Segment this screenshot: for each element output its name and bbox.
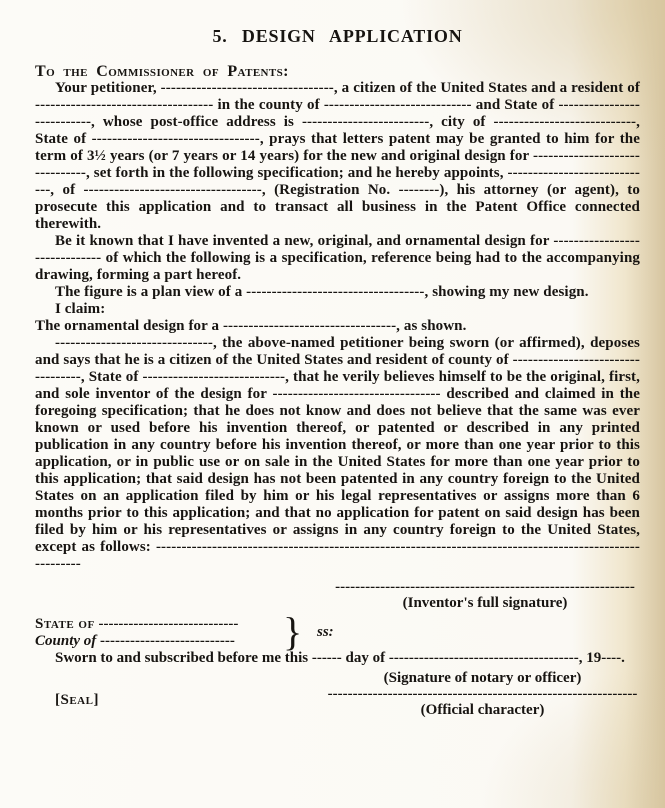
paragraph-petition: Your petitioner, ----------------------------------, a citizen of the United States and a resident of ----------------------------------- in the county of ----------------------------- and State of ---------------------------, whose post-office address is -------------------------, city of ----------------------------, State of ---------------------------------, prays that letters patent may be granted to him for the term of 3½ years (or 7 years or 14 years) for the new and original design for -------------------------------, set forth in the following specification; and he hereby appoints, -----------------------------, of -----------------------------------, (Registration No. --------), his attorney (or agent), to prosecute this application and to transact all business in the Patent Office connected therewith. <box>35 80 640 232</box>
ss-label: ss: <box>317 624 334 640</box>
state-of-line <box>35 616 640 633</box>
county-of-line <box>35 633 640 650</box>
paragraph-claim-intro: I claim: <box>55 301 106 317</box>
inventor-signature-line: ------------------------------------------------------------ <box>335 579 635 595</box>
official-character-line: -------------------------------------------------------------- <box>327 686 638 702</box>
seal-label: [Seal] <box>55 692 99 708</box>
county-of-blank: --------------------------- <box>100 633 235 649</box>
inventor-signature-block <box>330 579 640 611</box>
venue-block <box>35 609 640 654</box>
official-character-label: (Official character) <box>420 702 545 718</box>
county-of-label: County of <box>35 633 97 649</box>
state-of-blank: ---------------------------- <box>98 616 239 632</box>
salutation-line: To the Commissioner of Patents: <box>35 63 289 80</box>
notary-signature-column <box>325 670 640 718</box>
inventor-signature-label: (Inventor's full signature) <box>402 595 568 611</box>
notary-signature-label: (Signature of notary or officer) <box>383 670 582 686</box>
paragraph-claim: The ornamental design for a ----------------------------------, as shown. <box>35 318 467 334</box>
form-body <box>35 63 640 573</box>
paragraph-figure-description: The figure is a plan view of a -----------------------------------, showing my new design. <box>55 284 589 300</box>
paragraph-oath: -------------------------------, the above-named petitioner being sworn (or affirmed), deposes and says that he is a citizen of the United States and resident of county of ----------------------------------, State of ----------------------------, that he verily believes himself to be the original, first, and sole inventor of the design for --------------------------------- described and claimed in the foregoing specification; that he does not know and does not believe that the same was ever known or used before his invention thereof, or patented or described in any printed publication in any country before his invention thereof, or more than one year prior to this application, or in public use or on sale in the United States for more than one year prior to this application; that said design has not been patented in any country foreign to the United States on an application filed by him or his legal representatives or assigns more than 6 months prior to this application; and that no application for patent on said design has been filed by him or his representatives or assigns in any country foreign to the United States, except as follows: -------------------------------------------------------------------------------------------------------- <box>35 335 640 572</box>
page-title: 5. DESIGN APPLICATION <box>212 26 463 46</box>
state-of-label: State of <box>35 616 95 632</box>
ss-brace: } <box>283 609 303 654</box>
notary-attestation-block <box>35 670 640 740</box>
paragraph-declaration: Be it known that I have invented a new, original, and ornamental design for ------------------------------ of which the following is a specification, reference being had to the accompanying drawing, forming a part hereof. <box>35 233 640 283</box>
sworn-statement-line: Sworn to and subscribed before me this ------ day of --------------------------------------, 19----. <box>55 650 625 666</box>
